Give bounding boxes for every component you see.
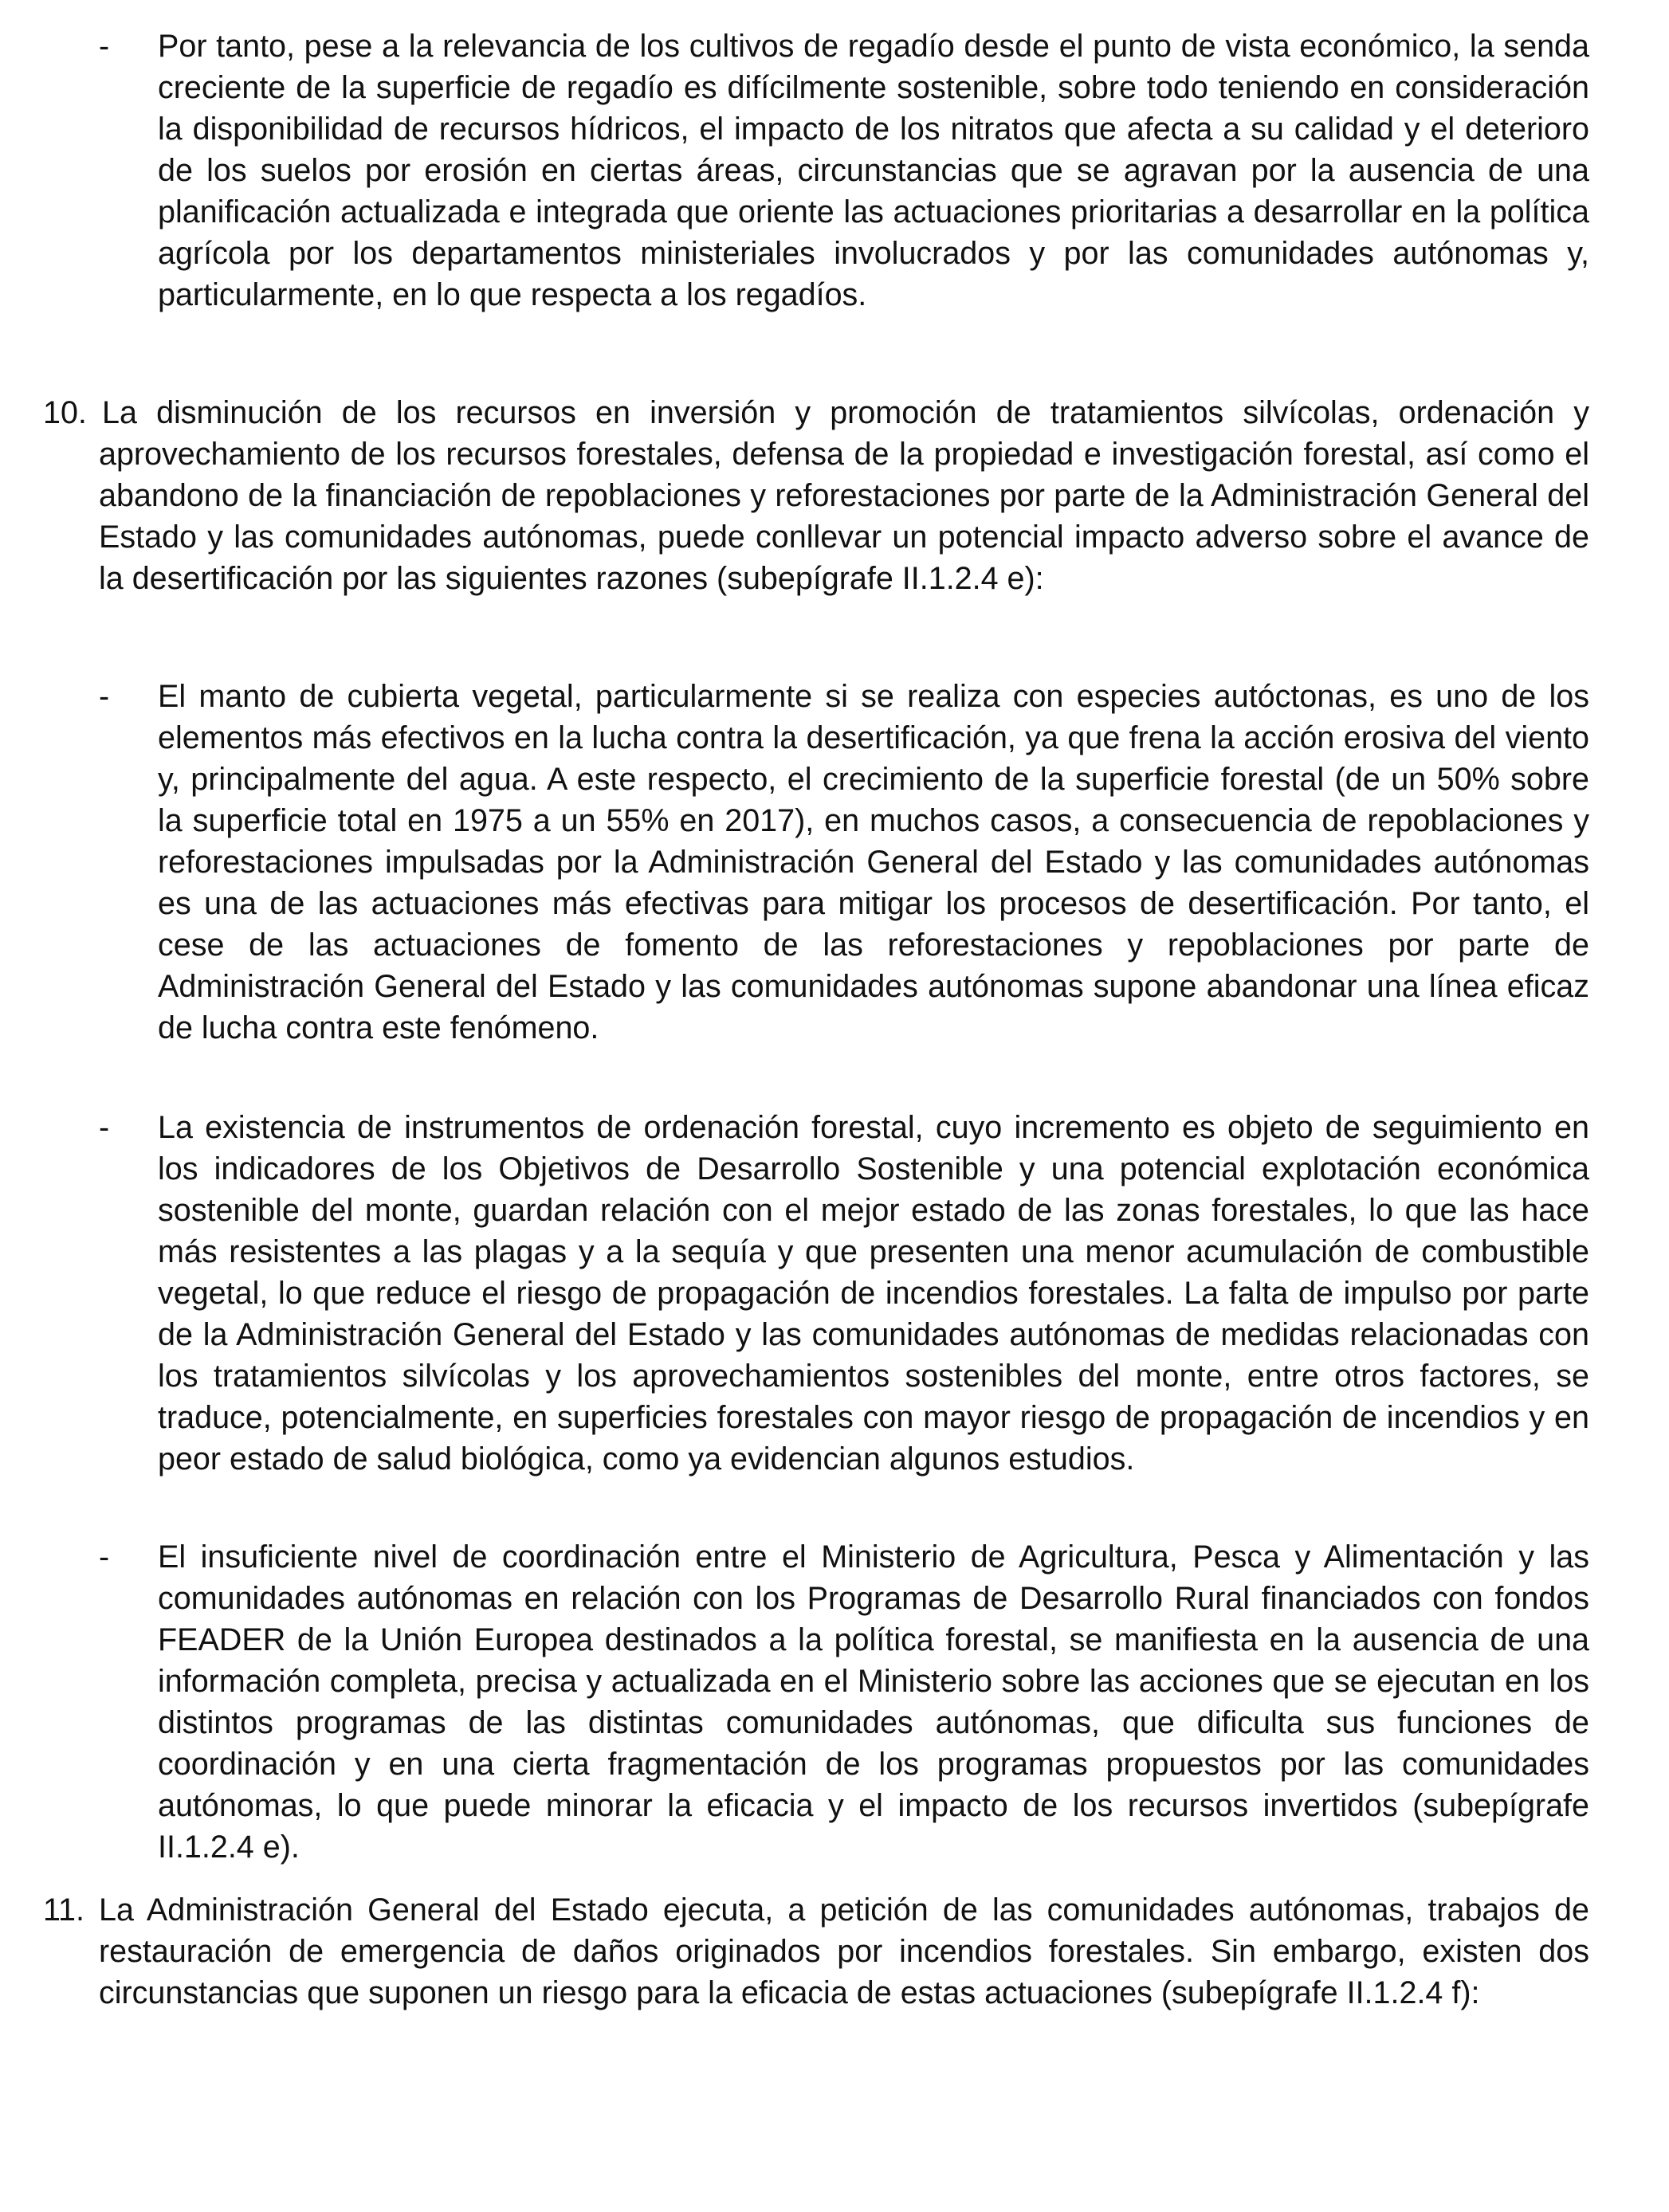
paragraph-number: 11. xyxy=(43,1892,84,1928)
bullet-paragraph-cubierta-vegetal: El manto de cubierta vegetal, particularmente si se realiza con especies autóctonas, es uno de los elementos más efectivos en la lucha contra la desertificación, ya que frena la acción erosiva del viento y, principalmente del agua. A este respecto, el crecimiento de la superficie forestal (de un 50% sobre la superficie total en 1975 a un 55% en 2017), en muchos casos, a consecuencia de repoblaciones y reforestaciones impulsadas por la Administración General del Estado y las comunidades autónomas es una de las actuaciones más efectivas para mitigar los procesos de desertificación. Por tanto, el cese de las actuaciones de fomento de las reforestaciones y repoblaciones por parte de Administración General del Estado y las comunidades autónomas supone abandonar una línea eficaz de lucha contra este fenómeno. xyxy=(158,679,1589,1045)
numbered-paragraph-11 xyxy=(43,1889,1589,2014)
bullet-paragraph-coordinacion: El insuficiente nivel de coordinación entre el Ministerio de Agricultura, Pesca y Alimentación y las comunidades autónomas en relación con los Programas de Desarrollo Rural financiados con fondos FEADER de la Unión Europea destinados a la política forestal, se manifiesta en la ausencia de una información completa, precisa y actualizada en el Ministerio sobre las acciones que se ejecutan en los distintos programas de las distintas comunidades autónomas, que dificulta sus funciones de coordinación y en una cierta fragmentación de los programas propuestos por las comunidades autónomas, lo que puede minorar la eficacia y el impacto de los recursos invertidos (subepígrafe II.1.2.4 e). xyxy=(158,1539,1589,1865)
bullet-paragraph-regadio: Por tanto, pese a la relevancia de los cultivos de regadío desde el punto de vista económico, la senda creciente de la superficie de regadío es difícilmente sostenible, sobre todo teniendo en consideración la disponibilidad de recursos hídricos, el impacto de los nitratos que afecta a su calidad y el deterioro de los suelos por erosión en ciertas áreas, circunstancias que se agravan por la ausencia de una planificación actualizada e integrada que oriente las actuaciones prioritarias a desarrollar en la política agrícola por los departamentos ministeriales involucrados y por las comunidades autónomas y, particularmente, en lo que respecta a los regadíos. xyxy=(158,29,1589,312)
bullet-marker: - xyxy=(99,29,110,64)
paragraph-text: La Administración General del Estado ejecuta, a petición de las comunidades autónomas, trabajos de restauración de emergencia de daños originados por incendios forestales. Sin embargo, existen dos circunstancias que suponen un riesgo para la eficacia de estas actuaciones (subepígrafe II.1.2.4 f): xyxy=(99,1892,1589,2010)
paragraph-text: La disminución de los recursos en inversión y promoción de tratamientos silvícolas, ordenación y aprovechamiento de los recursos forestales, defensa de la propiedad e investigación forestal, así como el abandono de la financiación de repoblaciones y reforestaciones por parte de la Administración General del Estado y las comunidades autónomas, puede conllevar un potencial impacto adverso sobre el avance de la desertificación por las siguientes razones (subepígrafe II.1.2.4 e): xyxy=(99,395,1589,596)
bullet-paragraph-ordenacion-forestal: La existencia de instrumentos de ordenación forestal, cuyo incremento es objeto de seguimiento en los indicadores de los Objetivos de Desarrollo Sostenible y una potencial explotación económica sostenible del monte, guardan relación con el mejor estado de las zonas forestales, lo que las hace más resistentes a las plagas y a la sequía y que presenten una menor acumulación de combustible vegetal, lo que reduce el riesgo de propagación de incendios forestales. La falta de impulso por parte de la Administración General del Estado y las comunidades autónomas de medidas relacionadas con los tratamientos silvícolas y los aprovechamientos sostenibles del monte, entre otros factores, se traduce, potencialmente, en superficies forestales con mayor riesgo de propagación de incendios y en peor estado de salud biológica, como ya evidencian algunos estudios. xyxy=(158,1110,1589,1477)
bullet-marker: - xyxy=(99,1539,110,1575)
paragraph-number: 10. xyxy=(43,395,87,430)
bullet-marker: - xyxy=(99,679,110,714)
bullet-marker: - xyxy=(99,1110,110,1145)
numbered-paragraph-10 xyxy=(43,392,1589,599)
